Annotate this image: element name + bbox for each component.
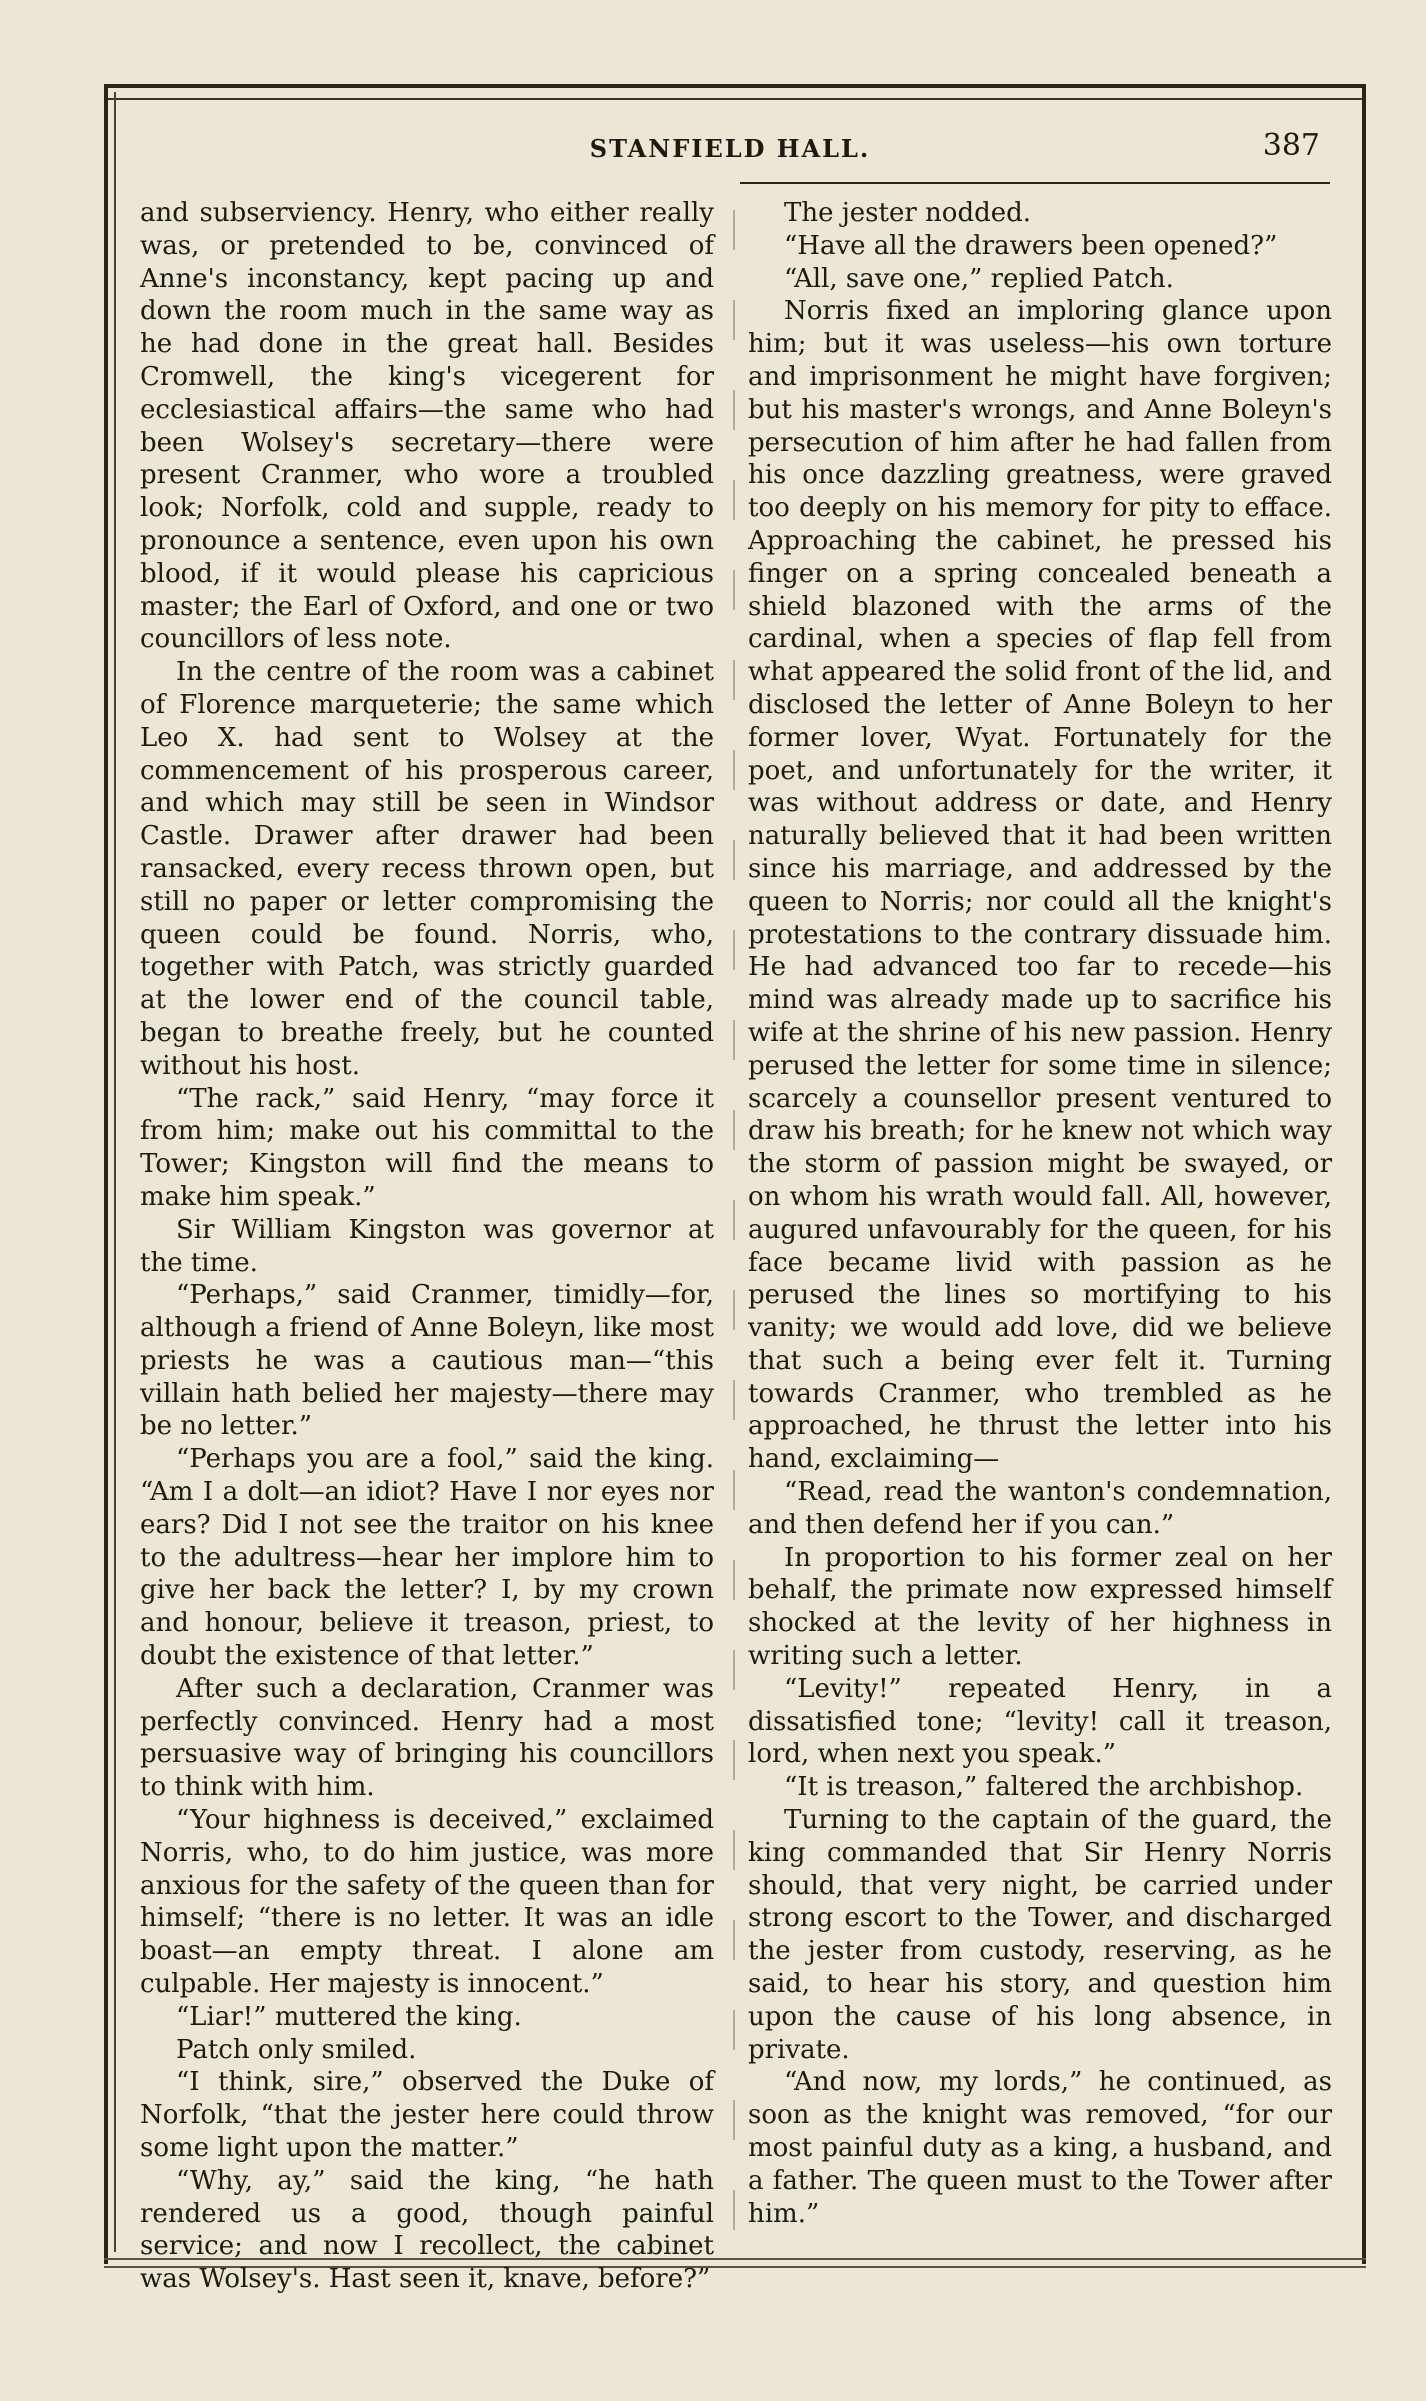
- paragraph: After such a declaration, Cranmer was perfectly convinced. Henry had a most persuasive way of bringing his councillors to think with him.: [140, 1673, 714, 1803]
- paragraph: “Perhaps,” said Cranmer, timidly—for, although a friend of Anne Boleyn, like most priests he was a cautious man—“this villain hath belied her majesty—there may be no letter.”: [140, 1280, 714, 1442]
- paragraph: Turning to the captain of the guard, the king commanded that Sir Henry Norris should, that very night, be carried under strong escort to the Tower, and discharged the jester from custody, reserving, as he said, to hear his story, and question him upon the cause of his long absence, in private.: [748, 1805, 1332, 2065]
- header-rule: [740, 182, 1330, 184]
- paragraph: “Why, ay,” said the king, “he hath rendered us a good, though painful service; and now I recollect, the cabinet was Wolsey's. Hast seen it, knave, before?”: [140, 2165, 714, 2295]
- paragraph: The jester nodded.: [784, 198, 1032, 228]
- paragraph: In the centre of the room was a cabinet of Florence marqueterie; the same which Leo X. had sent to Wolsey at the commencement of his prosperous career, and which may still be seen in Windsor Castle. Drawer after drawer had been ransacked, every recess thrown open, but still no paper or letter compromising the queen could be found. Norris, who, together with Patch, was strictly guarded at the lower end of the council table, began to breathe freely, but he counted without his host.: [140, 657, 714, 1081]
- paragraph: “Levity!” repeated Henry, in a dissatisfied tone; “levity! call it treason, lord, when next you speak.”: [748, 1673, 1332, 1770]
- paragraph: “I think, sire,” observed the Duke of Norfolk, “that the jester here could throw some light upon the matter.”: [140, 2067, 714, 2164]
- paragraph: Patch only smiled.: [176, 2034, 417, 2065]
- paragraph: “All, save one,” replied Patch.: [784, 263, 1174, 294]
- paragraph: “Have all the drawers been opened?”: [784, 230, 1278, 261]
- running-title: STANFIELD HALL.: [589, 134, 871, 163]
- paragraph: “Perhaps you are a fool,” said the king. “Am I a dolt—an idiot? Have I nor eyes nor ears? Did I not see the traitor on his knee to the adultress—hear her implore him to give her back the letter? I, by my crown and honour, believe it treason, priest, to doubt the existence of that letter.”: [140, 1444, 714, 1672]
- paragraph: “Your highness is deceived,” exclaimed Norris, who, to do him justice, was more anxious for the safety of the queen than for himself; “there is no letter. It was an idle boast—an empty threat. I alone am culpable. Her majesty is innocent.”: [140, 1805, 714, 2000]
- paragraph: “It is treason,” faltered the archbishop.: [784, 1772, 1304, 1803]
- paragraph: “Read, read the wanton's condemnation, and then defend her if you can.”: [748, 1477, 1332, 1540]
- left-column: [140, 197, 714, 2296]
- page-border-left: [104, 84, 108, 2264]
- paragraph: and subserviency. Henry, who either really was, or pretended to be, convinced of Anne's inconstancy, kept pacing up and down the room much in the same way as he had done in the great hall. Besides Cromwell, the king's vicegerent for ecclesiastical affairs—the same who had been Wolsey's secretary—there were present Cranmer, who wore a troubled look; Norfolk, cold and supple, ready to pronounce a sentence, even upon his own blood, if it would please his capricious master; the Earl of Oxford, and one or two councillors of less note.: [140, 198, 714, 655]
- paragraph: “And now, my lords,” he continued, as soon as the knight was removed, “for our most painful duty as a king, a husband, and a father. The queen must to the Tower after him.”: [748, 2067, 1332, 2229]
- paragraph: “The rack,” said Henry, “may force it from him; make out his committal to the Tower; Kingston will find the means to make him speak.”: [140, 1083, 714, 1212]
- column-divider: [733, 210, 735, 2250]
- right-column: [748, 197, 1332, 2230]
- page-number: 387: [1262, 128, 1320, 163]
- paragraph: In proportion to his former zeal on her behalf, the primate now expressed himself shocked at the levity of her highness in writing such a letter.: [748, 1542, 1332, 1672]
- page-border-left-inner: [114, 92, 116, 2252]
- paragraph: “Liar!” muttered the king.: [176, 2001, 522, 2032]
- page-border-right: [1362, 84, 1366, 2264]
- paragraph: Sir William Kingston was governor at the time.: [140, 1214, 714, 1278]
- paragraph: Norris fixed an imploring glance upon him; but it was useless—his own torture and imprisonment he might have forgiven; but his master's wrongs, and Anne Boleyn's persecution of him after he had fallen from his once dazzling greatness, were graved too deeply on his memory for pity to efface. Approaching the cabinet, he pressed his finger on a spring concealed beneath a shield blazoned with the arms of the cardinal, when a species of flap fell from what appeared the solid front of the lid, and disclosed the letter of Anne Boleyn to her former lover, Wyat. Fortunately for the poet, and unfortunately for the writer, it was without address or date, and Henry naturally believed that it had been written since his marriage, and addressed by the queen to Norris; nor could all the knight's protestations to the contrary dissuade him. He had advanced too far to recede—his mind was already made up to sacrifice his wife at the shrine of his new passion. Henry perused the letter for some time in silence; scarcely a counsellor present ventured to draw his breath; for he knew not which way the storm of passion might be swayed, or on whom his wrath would fall. All, however, augured unfavourably for the queen, for his face became livid with passion as he perused the lines so mortifying to his vanity; we would add love, did we believe that such a being ever felt it. Turning towards Cranmer, who trembled as he approached, he thrust the letter into his hand, exclaiming—: [748, 296, 1332, 1475]
- page-border-top: [104, 84, 1366, 100]
